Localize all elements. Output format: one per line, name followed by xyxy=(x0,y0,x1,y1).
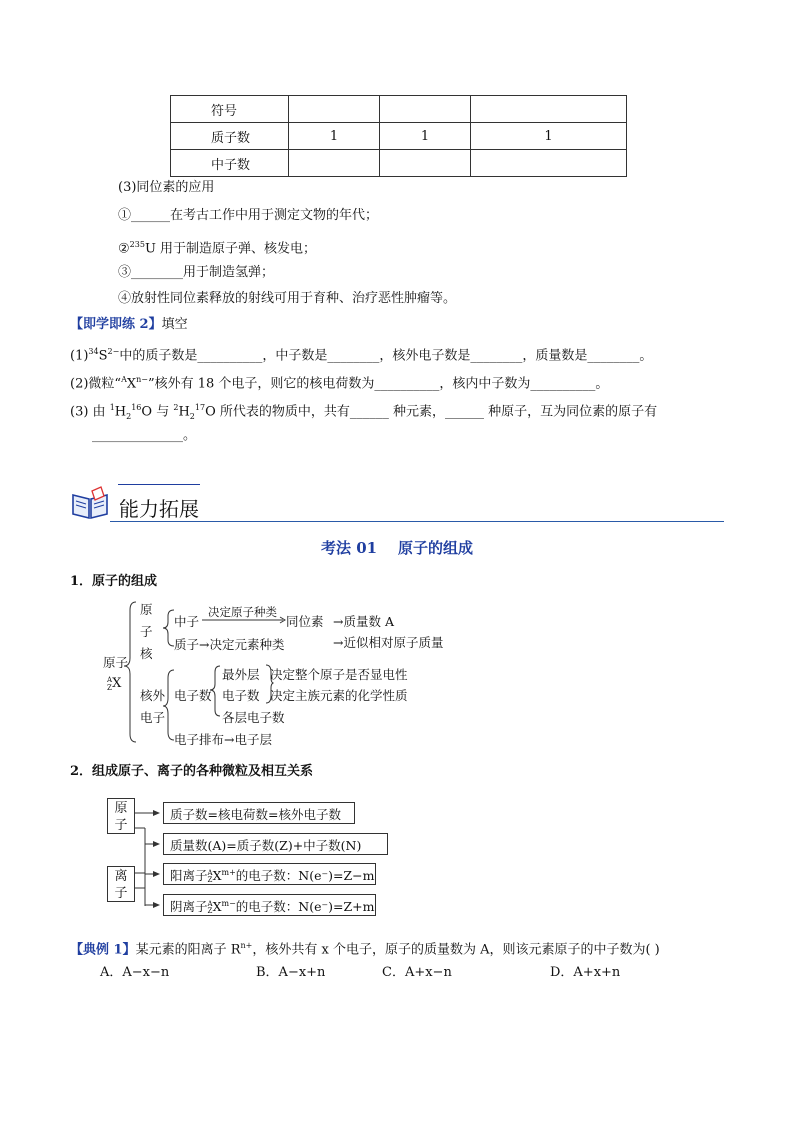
isotope-label: 同位素 xyxy=(286,614,324,629)
practice-heading: 【即学即练 2】填空 xyxy=(70,317,188,332)
electron-char-2: 电子 xyxy=(140,710,166,725)
relation-box-3: 阳离子A $ZX^{m+}$的电子数：N(e⁻)=Z−m xyxy=(163,863,376,885)
relative-mass-label: →近似相对原子质量 xyxy=(333,635,444,650)
electron-count-label: 电子数 xyxy=(174,688,212,703)
apps-item-4: ④放射性同位素释放的射线可用于育种、治疗恶性肿瘤等。 xyxy=(118,291,457,306)
decide-brace xyxy=(264,662,274,706)
s2-title: 2．组成原子、离子的各种微粒及相互关系 xyxy=(70,764,314,779)
proton-label: 质子→决定元素种类 xyxy=(174,637,285,652)
option-a: A．A−x−n xyxy=(100,965,170,980)
practice-q3-blank: ______________。 xyxy=(92,428,197,443)
option-d: D．A+x+n xyxy=(550,965,621,980)
table-cell xyxy=(380,96,471,123)
table-header: 质子数 xyxy=(171,123,289,150)
layer-count-label: 各层电子数 xyxy=(222,710,285,725)
nucleus-char-3: 核 xyxy=(140,646,153,661)
apps-item-2: ②$^{235}$U 用于制造原子弹、核发电； xyxy=(118,240,317,257)
electron-arrangement-label: 电子排布→电子层 xyxy=(174,732,272,747)
table-row xyxy=(171,123,627,150)
s1-title: 1．原子的组成 xyxy=(70,574,158,589)
nucleus-char-2: 子 xyxy=(140,624,153,639)
table-header: 中子数 xyxy=(171,150,289,177)
relation-box-1: 质子数=核电荷数=核外电子数 xyxy=(163,802,355,824)
apps-heading: (3)同位素的应用 xyxy=(118,180,215,195)
banner-top-rule xyxy=(118,484,200,485)
banner-rule xyxy=(110,521,724,522)
decide-charge-label: 决定整个原子是否显电性 xyxy=(270,667,408,682)
isotope-brace xyxy=(326,610,336,652)
table-cell: 1 xyxy=(471,123,627,150)
table-cell: 1 xyxy=(289,123,380,150)
isotope-table xyxy=(170,95,627,177)
nucleus-char-1: 原 xyxy=(140,602,153,617)
atom-label: 原子 xyxy=(103,655,129,670)
example-stem: 【典例 1】某元素的阳离子 $R^{n+}$，核外共有 x 个电子，原子的质量数为 A，则该元素原子的中子数为( ) xyxy=(70,941,660,958)
table-row xyxy=(171,150,627,177)
neutron-arrow-label: 决定原子种类 xyxy=(208,605,277,619)
outer-layer-label: 最外层 xyxy=(222,667,260,682)
table-header: 符号 xyxy=(171,96,289,123)
table-cell: 1 xyxy=(380,123,471,150)
table-cell xyxy=(289,96,380,123)
decide-property-label: 决定主族元素的化学性质 xyxy=(270,688,408,703)
atom-box: 原 子 xyxy=(107,798,135,834)
table-cell xyxy=(471,150,627,177)
kaofa-title: 考法 01 原子的组成 xyxy=(321,539,473,557)
table-row xyxy=(171,96,627,123)
relation-box-4: 阴离子A $ZX^{m-}$的电子数：N(e⁻)=Z+m xyxy=(163,894,376,916)
outer-layer-count-label: 电子数 xyxy=(222,688,260,703)
banner-title: 能力拓展 xyxy=(119,497,199,521)
apps-item-1: ①______在考古工作中用于测定文物的年代； xyxy=(118,208,379,223)
relation-box-2: 质量数(A)=质子数(Z)+中子数(N) xyxy=(163,833,388,855)
option-b: B．A−x+n xyxy=(256,965,326,980)
apps-item-3: ③________用于制造氢弹； xyxy=(118,265,275,280)
practice-q1: $(1)^{34}S^{2-}$中的质子数是__________，中子数是________，核外电子数是________，质量数是________。 xyxy=(70,347,653,364)
mass-number-label: →质量数 A xyxy=(333,614,394,629)
book-icon xyxy=(70,485,110,521)
electron-char-1: 核外 xyxy=(140,688,166,703)
ion-box: 离 子 xyxy=(107,866,135,902)
practice-q3: (3) 由 $^1H_2^{16}O$ 与 $^2H_2^{17}O$ 所代表的物质中，共有______ 种元素，______ 种原子，互为同位素的原子有 xyxy=(70,403,658,421)
practice-q2: (2)微粒“$^AX^{n-}$”核外有 18 个电子，则它的核电荷数为__________，核内中子数为__________。 xyxy=(70,375,609,392)
table-cell xyxy=(289,150,380,177)
atom-symbol: A ZX xyxy=(107,676,122,692)
table-cell xyxy=(380,150,471,177)
table-cell xyxy=(471,96,627,123)
neutron-label: 中子 xyxy=(174,614,200,629)
option-c: C．A+x−n xyxy=(382,965,452,980)
